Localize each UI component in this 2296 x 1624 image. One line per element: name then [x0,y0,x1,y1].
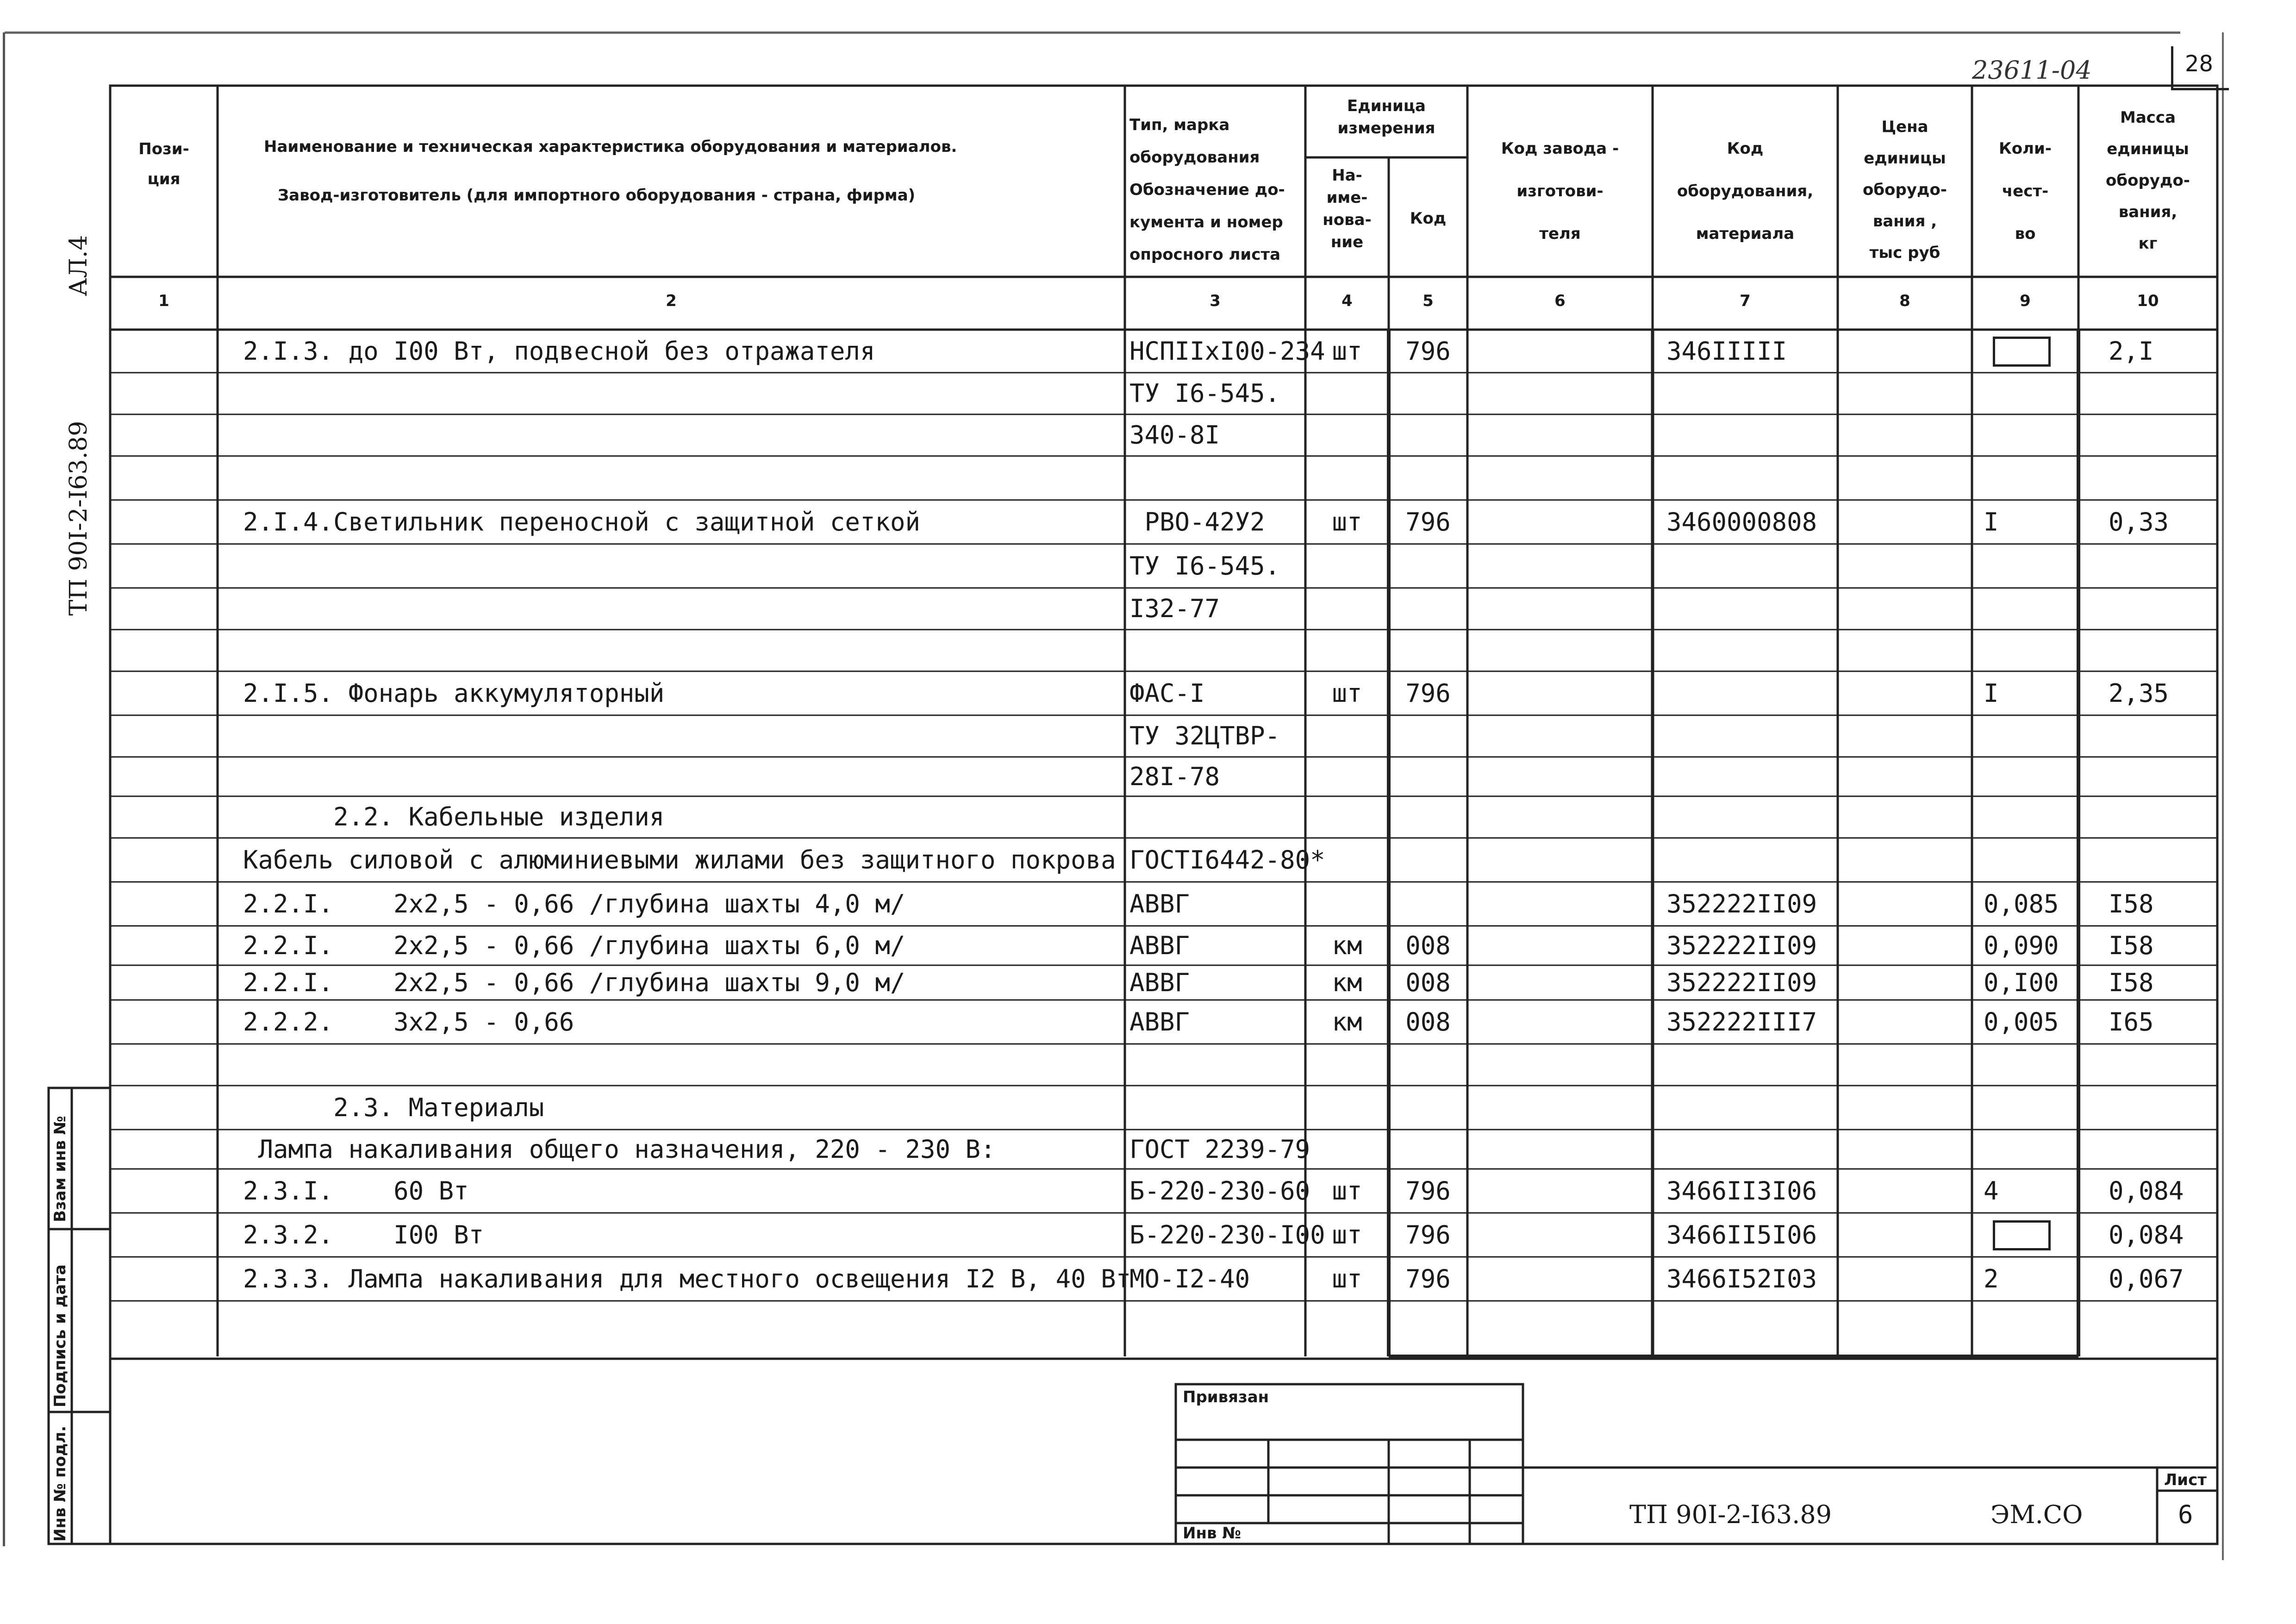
handwritten-code: 23611-04 [1972,56,2092,85]
row-quantity: 0,005 [1984,1007,2059,1037]
row-type: АВВГ [1129,931,1190,960]
row-unit: км [1332,1007,1362,1037]
header-equipment-code: Код оборудования, материала [1677,139,1814,243]
row-unit-code: 008 [1405,1007,1451,1037]
header-mass: Масса единицы оборудо- вания, кг [2106,108,2190,253]
column-number: 2 [666,292,677,310]
stamp-mark: ЭМ.СО [1990,1500,2083,1529]
row-mass: I65 [2109,1007,2154,1037]
row-material-code: 346IIIII [1666,336,1787,366]
row-mass: 2,I [2109,336,2154,366]
row-name: 2.I.5. Фонарь аккумуляторный [243,678,665,708]
row-material-code: 3466II5I06 [1666,1220,1817,1249]
row-type: ТУ 32ЦТВР- [1129,721,1280,750]
row-name: 2.3.I. 60 Вт [243,1176,469,1206]
row-material-code: 3466II3I06 [1666,1176,1817,1206]
row-material-code: 352222II09 [1666,889,1817,918]
header-unit-group: Единица измерения [1337,97,1435,137]
column-number: 6 [1554,292,1566,310]
row-mass: I58 [2109,931,2154,960]
row-type: АВВГ [1129,889,1190,918]
row-name: 2.3.3. Лампа накаливания для местного освещения I2 В, 40 Вт [243,1264,1131,1293]
row-material-code: 352222III7 [1666,1007,1817,1037]
column-number: 10 [2137,292,2159,310]
column-number: 9 [2020,292,2031,310]
row-unit: шт [1332,1176,1362,1206]
row-unit-code: 008 [1405,968,1451,997]
row-type: ТУ I6-545. [1129,379,1280,408]
quantity-empty-box [1993,1220,2051,1250]
row-unit-code: 796 [1405,1264,1451,1293]
stamp-privyazan: Привязан [1183,1388,1269,1406]
row-material-code: 352222II09 [1666,931,1817,960]
header-unit-name: На- име- нова- ние [1323,166,1372,251]
header-position: Пози- ция [138,140,189,188]
row-unit-code: 796 [1405,1220,1451,1249]
row-unit: шт [1332,1264,1362,1293]
stamp-designation: ТП 90I-2-I63.89 [1629,1500,1832,1529]
row-mass: 0,067 [2109,1264,2184,1293]
column-number: 4 [1341,292,1353,310]
header-type: Тип, марка оборудования Обозначение до- кумента и номер опросного листа [1129,116,1285,264]
header-name-line2: Завод-изготовитель (для импортного оборудования - страна, фирма) [278,186,916,205]
quantity-empty-box [1993,337,2051,367]
page-number: 28 [2185,51,2214,77]
row-name: 2.I.3. до I00 Вт, подвесной без отражателя [243,336,875,366]
header-price: Цена единицы оборудо- вания , тыс руб [1863,118,1947,262]
row-name: 2.2.2. 3x2,5 - 0,66 [243,1007,574,1037]
row-type: ФАС-I [1129,678,1205,708]
row-type: I32-77 [1129,594,1220,623]
column-number: 3 [1210,292,1221,310]
row-type: РВО-42У2 [1129,507,1265,537]
row-unit-code: 796 [1405,1176,1451,1206]
row-type: ГОСТI6442-80* [1129,845,1325,874]
header-unit-code: Код [1410,209,1447,228]
row-unit-code: 008 [1405,931,1451,960]
row-name: Кабель силовой с алюминиевыми жилами без защитного покрова [243,845,1116,874]
side-album-label: АЛ.4 [65,235,93,296]
row-mass: 0,33 [2109,507,2169,537]
row-type: ТУ I6-545. [1129,551,1280,581]
row-material-code: 352222II09 [1666,968,1817,997]
row-name: Лампа накаливания общего назначения, 220 - 230 В: [243,1134,996,1164]
row-quantity: I [1984,507,1999,537]
row-material-code: 3460000808 [1666,507,1817,537]
row-unit: км [1332,931,1362,960]
row-mass: I58 [2109,968,2154,997]
column-number: 1 [158,292,169,310]
row-type: Б-220-230-I00 [1129,1220,1325,1249]
row-quantity: 0,090 [1984,931,2059,960]
row-name: 2.3. Материалы [243,1093,544,1122]
row-unit-code: 796 [1405,678,1451,708]
row-unit-code: 796 [1405,336,1451,366]
header-quantity: Коли- чест- во [1999,139,2052,243]
row-type: МО-I2-40 [1129,1264,1250,1293]
header-name-line1: Наименование и техническая характеристика оборудования и материалов. [264,137,957,156]
row-name: 2.2. Кабельные изделия [243,802,665,831]
row-type: АВВГ [1129,968,1190,997]
row-type: 28I-78 [1129,762,1220,791]
row-name: 2.2.I. 2x2,5 - 0,66 /глубина шахты 9,0 м/ [243,968,905,997]
row-unit: км [1332,968,1362,997]
row-type: НСПIIxI00-234 [1129,336,1325,366]
row-type: АВВГ [1129,1007,1190,1037]
row-mass: 0,084 [2109,1220,2184,1249]
stamp-list-label: Лист [2164,1471,2207,1489]
side-project-label: ТП 90I-2-I63.89 [65,421,93,616]
row-name: 2.3.2. I00 Вт [243,1220,484,1249]
row-unit: шт [1332,1220,1362,1249]
column-number: 5 [1423,292,1434,310]
row-material-code: 3466I52I03 [1666,1264,1817,1293]
row-name: 2.I.4.Светильник переносной с защитной сеткой [243,507,920,537]
row-quantity: 0,I00 [1984,968,2059,997]
row-type: 340-8I [1129,420,1220,450]
row-quantity: 2 [1984,1264,1999,1293]
row-quantity: 4 [1984,1176,1999,1206]
row-type: Б-220-230-60 [1129,1176,1310,1206]
row-mass: I58 [2109,889,2154,918]
stamp-inv-no: Инв № [1183,1524,1242,1543]
row-name: 2.2.I. 2x2,5 - 0,66 /глубина шахты 6,0 м/ [243,931,905,960]
row-unit: шт [1332,678,1362,708]
header-factory-code: Код завода - изготови- теля [1501,139,1619,243]
row-name: 2.2.I. 2x2,5 - 0,66 /глубина шахты 4,0 м/ [243,889,905,918]
row-unit: шт [1332,507,1362,537]
stamp-list-number: 6 [2178,1500,2193,1529]
column-number: 8 [1899,292,1910,310]
row-unit-code: 796 [1405,507,1451,537]
row-type: ГОСТ 2239-79 [1129,1134,1310,1164]
label-vzam-inv: Взам инв № [51,1116,69,1222]
row-unit: шт [1332,336,1362,366]
row-quantity: I [1984,678,1999,708]
label-podpis-data: Подпись и дата [51,1264,69,1407]
row-mass: 0,084 [2109,1176,2184,1206]
label-inv-podl: Инв № подл. [51,1425,69,1542]
row-mass: 2,35 [2109,678,2169,708]
column-number: 7 [1740,292,1751,310]
row-quantity: 0,085 [1984,889,2059,918]
